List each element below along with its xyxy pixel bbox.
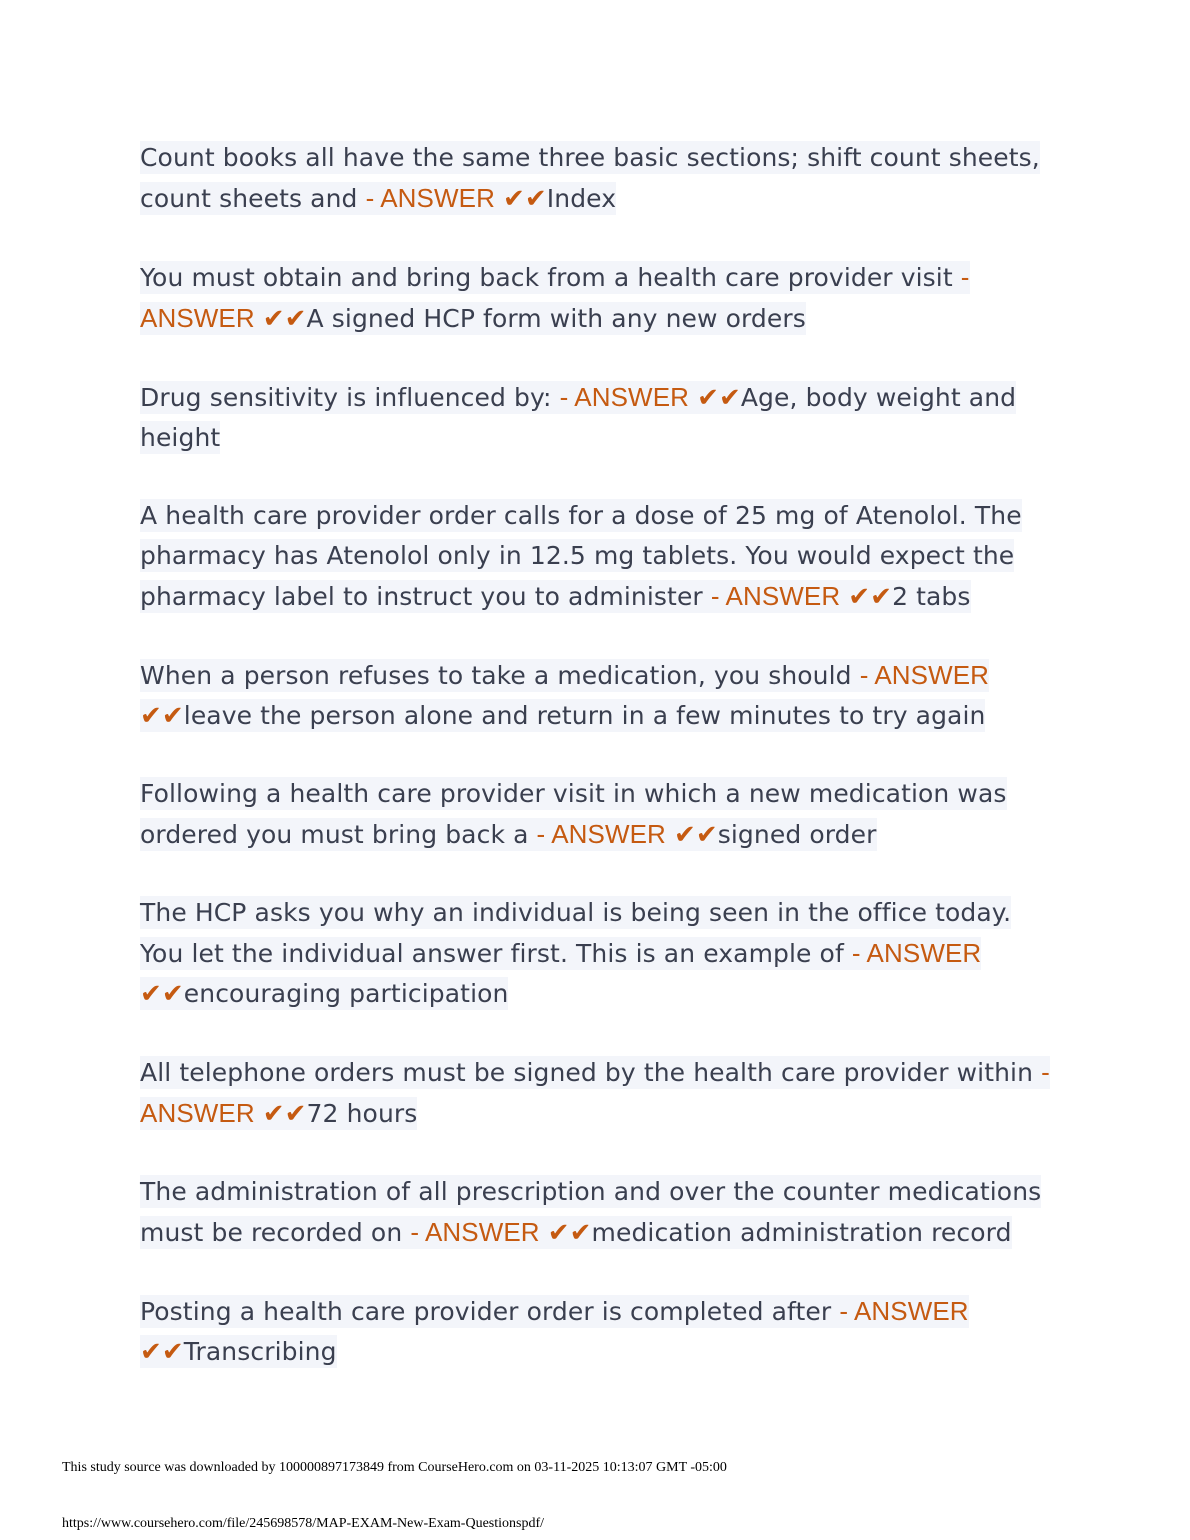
answer-marker: - ANSWER (410, 1217, 540, 1247)
qa-line (140, 777, 1007, 851)
question-text: Posting a health care provider order is completed after (140, 1297, 832, 1326)
question-text: All telephone orders must be signed by the health care provider within (140, 1058, 1034, 1087)
qa-line (140, 1056, 1050, 1130)
answer-marker: - ANSWER (559, 382, 690, 412)
answer-text: 2 tabs (892, 582, 971, 611)
qa-item (140, 138, 1060, 219)
double-check-icon: ✔✔ (262, 304, 307, 334)
answer-text: Index (546, 184, 617, 213)
question-text: You must obtain and bring back from a health care provider visit (140, 263, 953, 292)
double-check-icon: ✔✔ (848, 582, 893, 612)
answer-text: encouraging participation (183, 979, 509, 1008)
answer-text: Transcribing (183, 1337, 337, 1366)
question-text: When a person refuses to take a medication, you should (140, 661, 852, 690)
qa-line (140, 896, 1011, 1010)
answer-marker: - ANSWER (365, 183, 495, 213)
qa-item (140, 377, 1060, 458)
double-check-icon: ✔✔ (697, 383, 741, 413)
double-check-icon: ✔✔ (140, 701, 184, 731)
qa-item (140, 655, 1060, 736)
double-check-icon: ✔✔ (140, 979, 184, 1009)
qa-line (140, 1295, 969, 1368)
qa-line (140, 1175, 1041, 1249)
question-text: Following a health care provider visit in which a new medication was ordered you must bring back a (140, 779, 1007, 849)
source-url[interactable]: https://www.coursehero.com/file/245698578/MAP-EXAM-New-Exam-Questionspdf/ (62, 1516, 545, 1531)
question-text: Count books all have the same three basic sections; shift count sheets, count sheets and (140, 143, 1040, 213)
double-check-icon: ✔✔ (673, 820, 718, 850)
qa-line (140, 141, 1040, 215)
qa-line (140, 659, 989, 732)
answer-text: medication administration record (591, 1218, 1012, 1247)
answer-text: leave the person alone and return in a few minutes to try again (183, 701, 986, 730)
qa-line (140, 381, 1016, 454)
answer-marker: - ANSWER (851, 938, 982, 968)
answer-text: Age, body weight and height (140, 383, 1017, 452)
answer-text: signed order (717, 820, 877, 849)
answer-text: A signed HCP form with any new orders (306, 304, 806, 333)
answer-marker: - ANSWER (710, 581, 841, 611)
answer-marker: - ANSWER (140, 1057, 1050, 1128)
answer-marker: - ANSWER (536, 819, 666, 849)
qa-line (140, 499, 1022, 613)
double-check-icon: ✔✔ (262, 1099, 307, 1129)
answer-marker: - ANSWER (839, 1296, 969, 1326)
question-text: Drug sensitivity is influenced by: (140, 383, 552, 412)
question-text: The administration of all prescription and over the counter medications must be recorded on (140, 1177, 1042, 1247)
download-notice: This study source was downloaded by 100000897173849 from CourseHero.com on 03-11-2025 10:13:07 GMT -05:00 (62, 1460, 727, 1475)
qa-item (140, 496, 1060, 617)
double-check-icon: ✔✔ (547, 1218, 592, 1248)
qa-item (140, 1052, 1060, 1134)
answer-text: 72 hours (306, 1099, 418, 1128)
qa-item (140, 893, 1060, 1014)
double-check-icon: ✔✔ (503, 184, 547, 214)
qa-line (140, 261, 970, 335)
double-check-icon: ✔✔ (140, 1337, 184, 1367)
question-text: The HCP asks you why an individual is being seen in the office today. You let the individual answer first. This is an example of (140, 898, 1012, 968)
qa-item (140, 257, 1060, 339)
qa-item (140, 1291, 1060, 1372)
qa-list (140, 138, 1060, 1410)
qa-item (140, 774, 1060, 855)
qa-item (140, 1172, 1060, 1253)
answer-marker: - ANSWER (140, 262, 970, 333)
question-text: A health care provider order calls for a dose of 25 mg of Atenolol. The pharmacy has Atenolol only in 12.5 mg tablets. You would expect the pharmacy label to instruct you to administer (140, 501, 1022, 611)
answer-marker: - ANSWER (859, 660, 990, 690)
